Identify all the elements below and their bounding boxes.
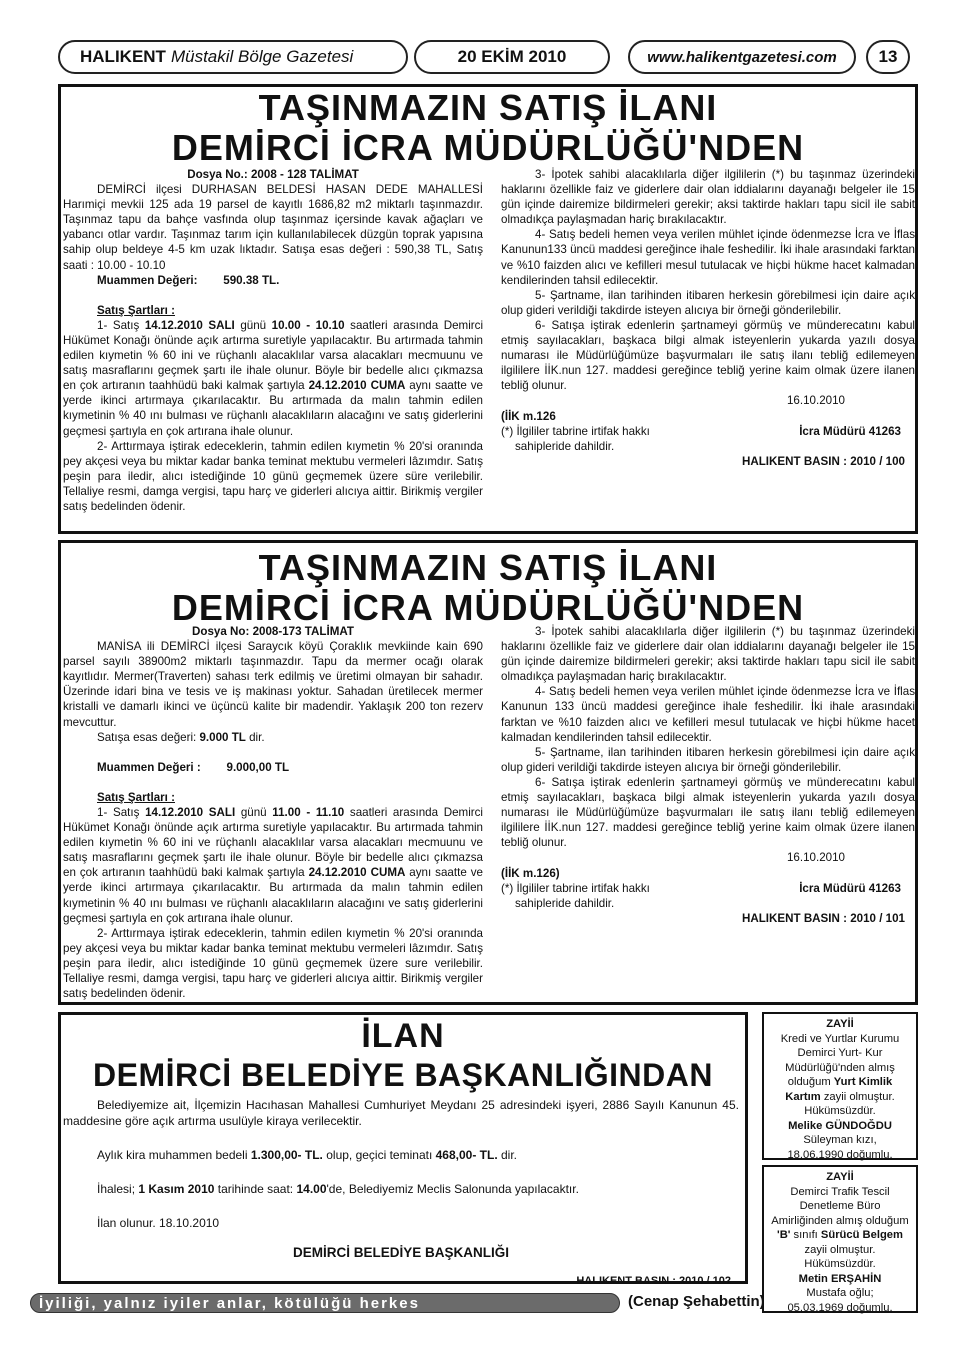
estimated-value: Muammen Değeri : 9.000,00 TL bbox=[97, 760, 290, 774]
estimated-value: Muammen Değeri: 590.38 TL. bbox=[97, 273, 280, 287]
press-code: HALIKENT BASIN : 2010 / 102 bbox=[576, 1275, 731, 1287]
footnote-cont: sahipleride dahildir. bbox=[515, 439, 615, 453]
signer: İcra Müdürü 41263 bbox=[799, 881, 901, 895]
base-value: Satışa esas değeri: 9.000 TL dir. bbox=[97, 730, 265, 744]
footnote: (*) İlgililer tabrine irtifak hakkı bbox=[501, 881, 650, 895]
notice-title: TAŞINMAZIN SATIŞ İLANI bbox=[258, 547, 718, 588]
lost-line: 'B' sınıfı Sürücü Belgem bbox=[777, 1229, 903, 1241]
paper-subtitle: Müstakil Bölge Gazetesi bbox=[170, 47, 354, 66]
quote-author: (Cenap Şehabettin) bbox=[628, 1293, 765, 1310]
lost-line: Kartım zayii olmuştur. bbox=[785, 1090, 895, 1103]
lost-notice-1 bbox=[762, 1012, 918, 1160]
rent-amount: Aylık kira muhammen bedeli 1.300,00- TL. olup, geçici teminatı 468,00- TL. dir. bbox=[97, 1148, 517, 1162]
notice-sale-1 bbox=[58, 84, 918, 534]
term-6: 6- Satışa iştirak edenlerin şartnameyi görmüş ve münderecatını kabul etmiş sayılacakları, başkaca bilgi almak isteyenlerin yukarda yazılı dosya numarası ile Müdürlüğümüze başvurmaları ile satış ilanı tebliğ edilemeyen ilgililere İİK.nun 127. maddesi gereğince tebliğ yerine kaim olmak üzere ilanen tebliğ olunur. bbox=[501, 775, 915, 850]
issue-date: 20 EKİM 2010 bbox=[414, 40, 610, 74]
terms-heading: Satış Şartları : bbox=[97, 303, 175, 317]
lost-line: Süleyman kızı, bbox=[803, 1134, 877, 1146]
term-2: 2- Arttırmaya iştirak edeceklerin, tahmin edilen kıymetin % 20'si oranında pey akçesi veya bu miktar kadar banka teminat mektubu vermeleri lâzımdır. Satış peşin para iledir, alıcı istediğinde 10 günü geçmemek üzere sure verilebilir. Tellaliye resmi, damga vergisi, tapu harç ve giderleri alıcıya aittir. Birikmiş vergiler satış bedelinden ödenir. bbox=[63, 926, 483, 1001]
file-number: Dosya No: 2008-173 TALİMAT bbox=[192, 625, 354, 638]
notice-title: İLAN bbox=[361, 1017, 445, 1055]
term-5: 5- Şartname, ilan tarihinden itibaren herkesin görebilmesi için daire açık olup gideri verildiği takdirde isteyen alıcıya bir örneği gönderilebilir. bbox=[501, 745, 915, 774]
signer: DEMİRCİ BELEDİYE BAŞKANLIĞI bbox=[292, 1245, 509, 1260]
notice-left-column bbox=[63, 167, 483, 514]
masthead bbox=[58, 40, 408, 74]
lost-line: 05.03.1969 doğumlu. bbox=[787, 1301, 893, 1314]
lost-line: Kredi ve Yurtlar Kurumu bbox=[780, 1032, 900, 1045]
notice-subtitle: DEMİRCİ İCRA MÜDÜRLÜĞÜ'NDEN bbox=[171, 127, 805, 168]
lost-line: Müdürlüğü'nden almış bbox=[785, 1061, 895, 1074]
notice-right-column bbox=[501, 167, 915, 469]
announcement-date: İlan olunur. 18.10.2010 bbox=[97, 1216, 220, 1230]
quote-banner: İyiliği, yalnız iyiler anlar, kötülüğü herkes bbox=[30, 1293, 620, 1313]
file-number: Dosya No.: 2008 - 128 TALİMAT bbox=[187, 168, 359, 181]
notice-date: 16.10.2010 bbox=[786, 394, 845, 408]
term-4: 4- Satış bedeli hemen veya verilen mühlet içinde ödenmezse İcra ve İflas Kanunun133 üncü maddesi gereğince ihale feshedilir. İki ihale arasındaki farktan ve %10 faizden alıcı ve kefilleri mesul tutulacak ve hiçbi hükme hacet kalmadan kendilerinden tahsil edilecektir. bbox=[501, 228, 915, 287]
footnote-row bbox=[501, 424, 915, 439]
term-3: 3- İpotek sahibi alacaklılarla diğer ilgililerin (*) bu taşınmaz üzerindeki haklarını özellikle faiz ve giderlere dair olan iddialarını dayanağı belgeler ile 15 gün içinde dairemize bildirmeleri gerekir; aksi taktirde hakları tapu sicil ile sabit olmadıkça paylaşmadan hariç bırakılacaktır. bbox=[501, 625, 915, 684]
property-description: DEMİRCİ ilçesi DURHASAN BELDESİ HASAN DEDE MAHALLESİ Harımiçi mevkii 125 ada 19 parsel de kayıtlı 1686,82 m2 miktarlı taşınmazdır. Taşınmaz tapu da bahçe vasfında olup taşınmaz içersinde kavak ağaçları ve yabancı otlar vardır. Taşınmaz tarım için kullanılabilecek düzgün toprak yapısına sahip olup beldeye 4-5 km uzak lıktadır. Satışa esas değeri : 590,38 TL, Satış saati : 10.00 - 10.10 bbox=[63, 183, 483, 272]
footnote: (*) İlgililer tabrine irtifak hakkı bbox=[501, 424, 650, 438]
term-3: 3- İpotek sahibi alacaklılarla diğer ilgililerin (*) bu taşınmaz üzerindeki haklarını özellikle faiz ve giderlere dair olan iddialarını dayanağı belgeler ile 15 gün içinde dairemize bildirmeleri gerekir; aksi taktirde hakları tapu sicil ile sabit olmadıkça paylaşmadan hariç bırakılacaktır. bbox=[501, 168, 915, 227]
lost-line: olduğum Yurt Kimlik bbox=[787, 1076, 893, 1088]
lost-owner-name: Melike GÜNDOĞDU bbox=[788, 1119, 892, 1132]
notice-subtitle: DEMİRCİ BELEDİYE BAŞKANLIĞINDAN bbox=[93, 1057, 713, 1093]
property-description: MANİSA ili DEMİRCİ ilçesi Saraycık köyü Çoraklık mevkiinde kain 690 parsel sayılı 38900m2 miktarlı taşınmazdır. Tapu da mermer ocağı olarak kayıtlıdır. Mermer(Traverten) sahası terk edilmiş ve üretimi olmayan bir sahadır. Üzerinde idari bina ve tesis ve iş makinası yoktur. Sahadan üretilecek mermer kristalli ve damarlı ikinci ve üçüncü kalite bir madendir. Yaklaşık 200 ton rezerv mevcuttur. bbox=[63, 640, 483, 729]
iik-reference: (İİK m.126 bbox=[501, 409, 556, 423]
lost-line: 18.06.1990 doğumlu. bbox=[787, 1148, 893, 1161]
notice-rental bbox=[58, 1012, 748, 1287]
lost-line: Amirliğinden almış olduğum bbox=[771, 1214, 909, 1227]
terms-heading: Satış Şartları : bbox=[97, 790, 175, 804]
notice-left-column bbox=[63, 624, 483, 1001]
lost-heading: ZAYİİ bbox=[826, 1171, 854, 1183]
signer: İcra Müdürü 41263 bbox=[799, 424, 901, 438]
iik-reference: (İİK m.126) bbox=[501, 866, 560, 880]
lost-heading: ZAYİİ bbox=[826, 1018, 854, 1030]
term-4: 4- Satış bedeli hemen veya verilen mühlet içinde ödenmezse İcra ve İflas Kanunun 133 üncü maddesi gereğince ihale feshedilir. İki ihale arasındaki farktan ve %10 faizden alıcı ve kefilleri mesul tutulacak ve hiçbi hükme hacet kalmadan kendilerinden tahsil edilecektir. bbox=[501, 685, 915, 744]
notice-title: TAŞINMAZIN SATIŞ İLANI bbox=[258, 87, 718, 128]
press-code: HALIKENT BASIN : 2010 / 101 bbox=[741, 911, 905, 925]
footnote-row bbox=[501, 881, 915, 896]
lost-line: zayii olmuştur. bbox=[804, 1243, 876, 1256]
lost-line: Demirci Yurt- Kur bbox=[797, 1047, 883, 1059]
term-5: 5- Şartname, ilan tarihinden itibaren herkesin görebilmesi için daire açık olup gideri verildiği takdirde isteyen alıcıya bir örneği gönderilebilir. bbox=[501, 288, 915, 317]
page-number: 13 bbox=[866, 40, 910, 74]
term-2: 2- Arttırmaya iştirak edeceklerin, tahmin edilen kıymetin % 20'si oranında pey akçesi veya bu miktar kadar banka teminat mektubu vermeleri lâzımdır. Satış peşin para iledir, alıcı istediğinde 10 günü geçmemek üzere süre verilebilir. Tellaliye resmi, damga vergisi, tapu harç ve giderleri alıcıya aittir. Birikmiş vergiler satış bedelinden ödenir. bbox=[63, 439, 483, 513]
term-1: 1- Satış 14.12.2010 SALI günü 11.00 - 11.10 saatleri arasında Demirci Hükümet Konağı önünde açık artırma suretiyle yapılacaktır. Bu artırmada tahmin edilen kıymetin % 60 ini ve rüçhanlı alacaklılar varsa alacakları mecmuunu ve satış masraflarını geçmek şartı ile ihale olunur. Böyle bir bedelle alıcı çıkmazsa en çok artıranın taahhüdü baki kalmak şartıyla 24.12.2010 CUMA aynı saatte ve yerde ikinci artırmaya çıkarılacaktır. Bu artırmada da malın tahmin edilen kıymetinin % 40 ını bulması ve rüçhanlı alacaklıların alacağını ve satış giderlerini geçmesi şartıyla en çok artırana ihale olunur. bbox=[63, 805, 484, 925]
lost-owner-name: Metin ERŞAHİN bbox=[798, 1272, 882, 1285]
lost-line: Denetleme Büro bbox=[799, 1200, 881, 1212]
footnote-cont: sahipleride dahildir. bbox=[515, 896, 615, 910]
notice-date: 16.10.2010 bbox=[786, 851, 845, 865]
lost-line: Hükümsüzdür. bbox=[804, 1258, 876, 1270]
paper-name: HALIKENT bbox=[80, 47, 166, 66]
notice-sale-2 bbox=[58, 540, 918, 1005]
press-code: HALIKENT BASIN : 2010 / 100 bbox=[741, 454, 905, 468]
notice-subtitle: DEMİRCİ İCRA MÜDÜRLÜĞÜ'NDEN bbox=[171, 587, 805, 628]
notice-body bbox=[63, 1097, 739, 1289]
lost-line: Hükümsüzdür. bbox=[804, 1105, 876, 1117]
lost-line: Demirci Trafik Tescil bbox=[790, 1185, 890, 1198]
rental-description: Belediyemize ait, İlçemizin Hacıhasan Mahallesi Cumhuriyet Meydanı 25 adresindeki işyeri, 2886 Sayılı Kanunun 45. maddesine göre açık artırma usulüyle kiraya verilecektir. bbox=[63, 1098, 739, 1128]
notice-right-column bbox=[501, 624, 915, 926]
lost-notice-2 bbox=[762, 1165, 918, 1313]
website-link[interactable]: www.halikentgazetesi.com bbox=[628, 40, 856, 74]
term-1: 1- Satış 14.12.2010 SALI günü 10.00 - 10.10 saatleri arasında Demirci Hükümet Konağı önünde açık artırma suretiyle yapılacaktır. Bu artırmada tahmin edilen kıymetin % 60 ini ve rüçhanlı alacaklılar varsa alacakları mecmuunu ve satış masraflarını geçmek şartı ile ihale olunur. Böyle bir bedelle alıcı çıkmazsa en çok artıranın taahhüdü baki kalmak şartıyla 24.12.2010 CUMA aynı saatte ve yerde ikinci artırmaya çıkarılacaktır. Bu artırmada da malın tahmin edilen kıymetinin % 40 ını bulması ve rüçhanlı alacaklıların alacağını ve satış giderlerini geçmesi şartıyla en çok artırana ihale olunur. bbox=[63, 318, 484, 438]
lost-line: Mustafa oğlu; bbox=[806, 1287, 874, 1299]
term-6: 6- Satışa iştirak edenlerin şartnameyi görmüş ve münderecatını kabul etmiş sayılacakları, başkaca bilgi almak isteyenlerin yukarda yazılı dosya numarası ile Müdürlüğümüze başvurmaları ile satış ilanı tebliğ edilemeyen ilgililere İİK.nun 127. maddesi gereğince tebliğ yerine kaim olmak üzere ilanen tebliğ olunur. bbox=[501, 318, 915, 393]
tender-info: İhalesi; 1 Kasım 2010 tarihinde saat: 14.00'de, Belediyemiz Meclis Salonunda yapılacaktır. bbox=[97, 1182, 579, 1196]
